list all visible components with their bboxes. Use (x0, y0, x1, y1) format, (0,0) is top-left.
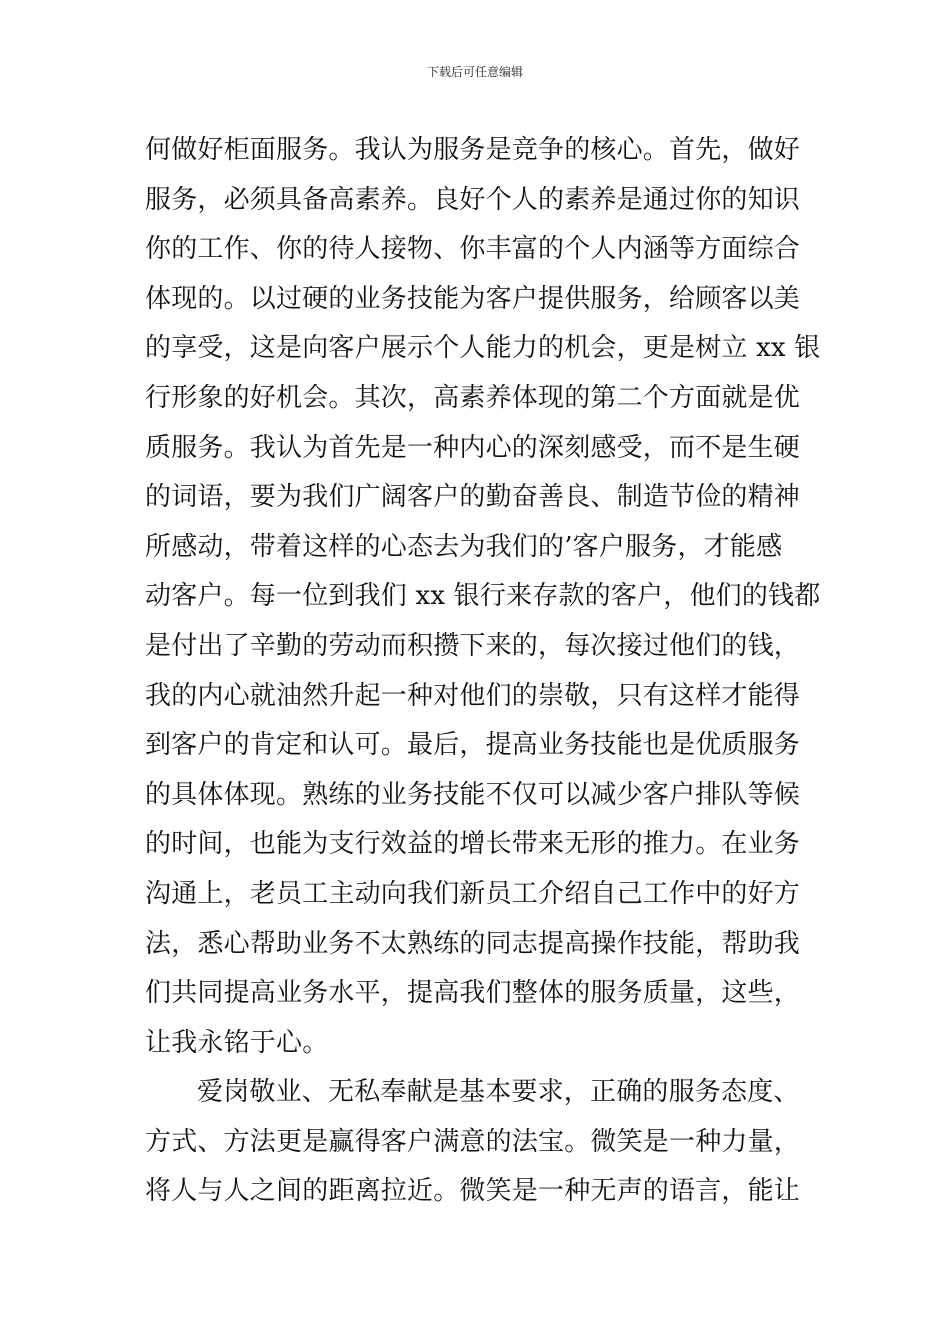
text-line: 你的工作、你的待人接物、你丰富的个人内涵等方面综合 (145, 234, 801, 265)
text-line: 何做好柜面服务。我认为服务是竞争的核心。首先，做好 (145, 135, 801, 165)
text-line: 的享受，这是向客户展示个人能力的机会，更是树立 xx 银 (145, 333, 821, 364)
text-line: 是付出了辛勤的劳动而积攒下来的，每次接过他们的钱， (145, 630, 801, 661)
text-line: 方式、方法更是赢得客户满意的法宝。微笑是一种力量， (145, 1126, 801, 1157)
text-line: 将人与人之间的距离拉近。微笑是一种无声的语言，能让 (145, 1176, 801, 1207)
text-line: 沟通上，老员工主动向我们新员工介绍自己工作中的好方 (145, 878, 801, 909)
paragraph-first-line: 爱岗敬业、无私奉献是基本要求，正确的服务态度、 (197, 1077, 800, 1108)
text-line: 的词语，要为我们广阔客户的勤奋善良、制造节俭的精神 (145, 482, 801, 513)
text-line: 服务，必须具备高素养。良好个人的素养是通过你的知识 (145, 184, 801, 215)
text-line: 法，悉心帮助业务不太熟练的同志提高操作技能，帮助我 (145, 928, 801, 959)
text-line: 们共同提高业务水平，提高我们整体的服务质量，这些， (145, 978, 801, 1009)
text-line: 的时间，也能为支行效益的增长带来无形的推力。在业务 (145, 829, 801, 860)
text-line: 到客户的肯定和认可。最后，提高业务技能也是优质服务 (145, 730, 801, 761)
page-header: 下载后可任意编辑 (426, 65, 523, 79)
text-line: 行形象的好机会。其次，高素养体现的第二个方面就是优 (145, 382, 801, 413)
text-line: 的具体体现。熟练的业务技能不仅可以减少客户排队等候 (145, 779, 801, 810)
text-line: 所感动，带着这样的心态去为我们的’客户服务，才能感 (145, 531, 783, 562)
text-line: 体现的。以过硬的业务技能为客户提供服务，给顾客以美 (145, 283, 801, 314)
text-line: 我的内心就油然升起一种对他们的崇敬，只有这样才能得 (145, 680, 801, 711)
document-body (145, 126, 821, 1217)
text-line: 质服务。我认为首先是一种内心的深刻感受，而不是生硬 (145, 432, 801, 463)
text-line: 动客户。每一位到我们 xx 银行来存款的客户，他们的钱都 (145, 581, 821, 612)
text-line: 让我永铭于心。 (145, 1027, 329, 1058)
